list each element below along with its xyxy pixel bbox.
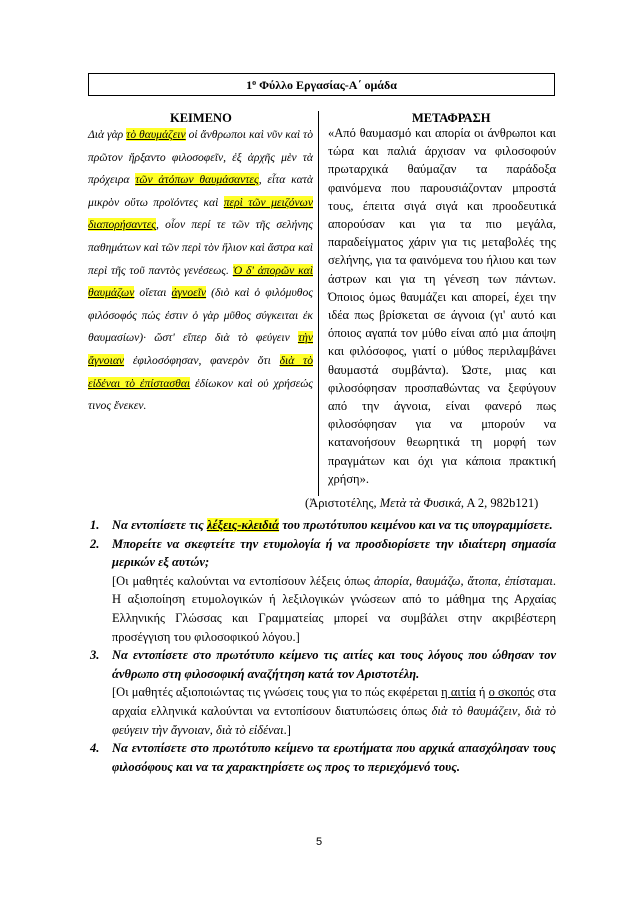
column-divider [318,111,319,496]
page-number: 5 [315,836,323,848]
keyword-highlight: διὰ τὸ εἰδέναι τὸ ἐπίστασθαι [88,353,313,390]
keyword-highlight: τῶν ἀτόπων θαυμάσαντες [135,173,259,187]
question-item: 2. Μπορείτε να σκεφτείτε την ετυμολογία ή να προσδιορίσετε την ιδιαίτερη σημασία μερικών εξ αυτών; [Οι μαθητές καλούνται να εντοπίσουν λέξεις όπως ἀπορία, θαυμάζω, ἄτοπα, ἐπίσταμαι. Η αξιοποίηση ετυμολογικών ή λεξιλογικών γνώσεων από το μάθημα της Αρχαίας Ελληνικής Γλώσσας και Γραμματείας μπορεί να συμβάλει στην ακριβέστερη προσέγγιση του φιλοσοφικού λόγου.] [112,535,556,647]
keyword-highlight: τὴν ἄγνοιαν [88,331,313,367]
modern-greek-translation: «Από θαυμασμό και απορία οι άνθρωποι και τώρα και παλιά άρχισαν να φιλοσοφούν πρωταρχικά θαύμαζαν τα παράδοξα φαινόμενα που παρουσιάζονταν μπροστά τους, έπειτα σιγά σιγά και προοδευτικά απορούσαν και για τα πιο μεγάλα, παραδείγματος χάριν για τις μεταβολές της σελήνης, για τα φαινόμενα του ήλιου και των άστρων και για τη γένεση των πάντων. Όποιος όμως θαυμάζει και απορεί, έχει την ιδέα πως βρίσκεται σε άγνοια (γι' αυτό και όποιος αγαπά τον μύθο είναι από μια άποψη και φιλόσοφος, γιατί ο μύθος περιλαμβάνει θαυμαστά συμβάντα). Ώστε, μιας και φιλοσόφησαν προσπαθώντας να ξεφύγουν από την άγνοια, είναι φανερό πως φιλοσόφησαν για να μπορούν να κατανοήσουν θεωρητικά τη μορφή των πραγμάτων και όχι για κάποια πρακτική χρήση». [328,126,556,486]
questions-list [90,516,556,776]
keyword-highlight: Ὁ δ' ἀπορῶν καὶ θαυμάζων [88,263,313,300]
teacher-note: [Οι μαθητές αξιοποιώντας τις γνώσεις τους για το πώς εκφέρεται η αιτία ή ο σκοπός στα αρχαία ελληνικά καλούνται να εντοπίσουν διατυπώσεις όπως διὰ τὸ θαυμάζειν, διὰ τὸ φεύγειν τὴν ἄγνοιαν, διὰ τὸ εἰδέναι.] [112,685,556,737]
keyword-highlight: ἀγνοεῖν [171,286,207,300]
ancient-greek-text: Διὰ γὰρ τὸ θαυμάζειν οἱ ἄνθρωποι καὶ νῦν καὶ τὸ πρῶτον ἤρξαντο φιλοσοφεῖν, ἐξ ἀρχῆς μὲν τὰ πρόχειρα τῶν ἀτόπων θαυμάσαντες, εἶτα κατὰ μικρὸν οὕτω προϊόντες καὶ περὶ τῶν μειζόνων διαπορήσαντες, οἷον περί τε τῶν τῆς σελήνης παθημάτων καὶ τῶν περὶ τὸν ἥλιον καὶ ἄστρα καὶ περὶ τῆς τοῦ παντὸς γενέσεως. Ὁ δ' ἀπορῶν καὶ θαυμάζων οἴεται ἀγνοεῖν (διὸ καὶ ὁ φιλόμυθος φιλόσοφός πώς ἐστιν ὁ γὰρ μῦθος σύγκειται ἐκ θαυμασίων)· ὥστ' εἴπερ διὰ τὸ φεύγειν τὴν ἄγνοιαν ἐφιλοσόφησαν, φανερὸν ὅτι διὰ τὸ εἰδέναι τὸ ἐπίστασθαι ἐδίωκον καὶ οὐ χρήσεώς τινος ἕνεκεν. [88,128,314,413]
question-item: 1. Να εντοπίσετε τις λέξεις-κλειδιά του πρωτότυπου κειμένου και να τις υπογραμμίσετε. [90,518,553,532]
keyword-highlight: λέξεις-κλειδιά [206,518,280,532]
column-heading-text: ΚΕΙΜΕΝΟ [170,111,232,125]
question-item: 4. Να εντοπίσετε στο πρωτότυπο κείμενο τα ερωτήματα που αρχικά απασχόλησαν τους φιλοσόφους και να τα χαρακτηρίσετε ως προς το περιεχόμενό τους. [90,741,556,774]
keyword-highlight: τὸ θαυμάζειν [126,128,186,141]
question-item: 3. Να εντοπίσετε στο πρωτότυπο κείμενο τις αιτίες και τους λόγους που ώθησαν τον άνθρωπο στη φιλοσοφική αναζήτηση κατά τον Αριστοτέλη. [Οι μαθητές αξιοποιώντας τις γνώσεις τους για το πώς εκφέρεται η αιτία ή ο σκοπός στα αρχαία ελληνικά καλούνται να εντοπίσουν διατυπώσεις όπως διὰ τὸ θαυμάζειν, διὰ τὸ φεύγειν τὴν ἄγνοιαν, διὰ τὸ εἰδέναι.] [112,646,556,739]
column-heading-translation: ΜΕΤΑΦΡΑΣΗ [412,111,491,125]
worksheet-title: $1^o$ Φύλλο Εργασίας-Α΄ ομάδα [88,73,555,96]
source-citation: (Ἀριστοτέλης, Μετὰ τὰ Φυσικά, Α 2, 982b121) [305,496,539,510]
keyword-highlight: περὶ τῶν μειζόνων διαπορήσαντες [88,195,313,232]
teacher-note: [Οι μαθητές καλούνται να εντοπίσουν λέξεις όπως ἀπορία, θαυμάζω, ἄτοπα, ἐπίσταμαι. Η αξιοποίηση ετυμολογικών ή λεξιλογικών γνώσεων από το μάθημα της Αρχαίας Ελληνικής Γλώσσας και Γραμματείας μπορεί να συμβάλει στην ακριβέστερη προσέγγιση του φιλοσοφικού λόγου.] [112,573,556,644]
